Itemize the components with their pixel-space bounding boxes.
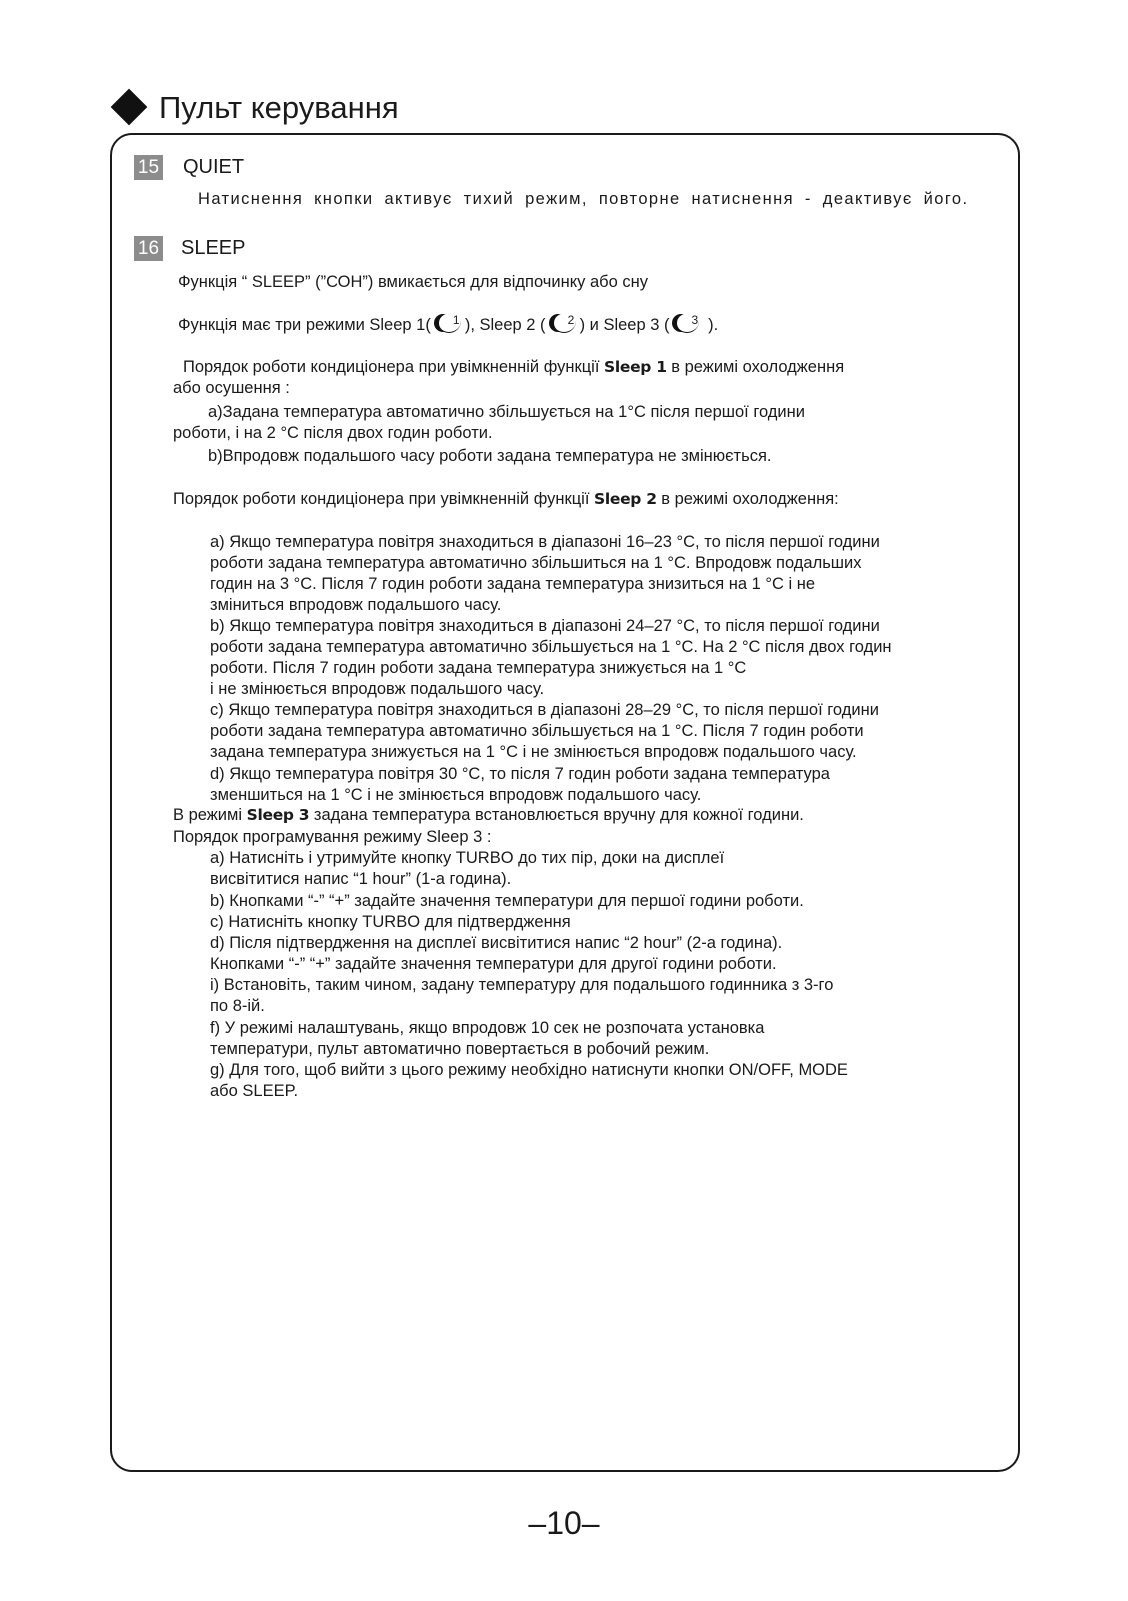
sleep2-heading: Порядок роботи кондиціонера при увімкненній функції Sleep 2 в режимі охолодження:	[173, 490, 839, 508]
sleep3-line: g) Для того, щоб вийти з цього режиму необхідно натиснути кнопки ON/OFF, MODE	[210, 1061, 848, 1079]
sleep-1-moon-icon: 1	[431, 314, 465, 334]
page-number: –10–	[528, 1505, 600, 1541]
sleep3-line: d) Після підтвердження на дисплеї висвітитися напис “2 hour” (2-а година).	[210, 934, 783, 952]
sleep-2-moon-icon: 2	[546, 314, 580, 334]
sleep1-heading-cont: або осушення :	[173, 379, 290, 397]
sleep2-line: зміниться впродовж подальшого часу.	[210, 596, 502, 614]
sleep2-line: зменшиться на 1 °C і не змінюється впродовж подальшого часу.	[210, 786, 702, 804]
sleep3-line: f) У режимі налаштувань, якщо впродовж 10 сек не розпочата установка	[210, 1019, 765, 1037]
sleep-3-moon-icon: 3	[669, 314, 703, 334]
sleep3-heading: В режимі Sleep 3 задана температура встановлюється вручну для кожної години.	[173, 806, 804, 824]
modes-mid2: ) и Sleep 3 (	[579, 316, 670, 334]
sleep1-heading: Порядок роботи кондиціонера при увімкненній функції Sleep 1 в режимі охолодження	[183, 358, 845, 376]
quiet-description: Натиснення кнопки активує тихий режим, повторне натиснення - деактивує його.	[198, 190, 969, 208]
sleep2-line: a) Якщо температура повітря знаходиться в діапазоні 16–23 °C, то після першої години	[210, 533, 880, 551]
sleep-modes-line	[178, 314, 718, 336]
sleep1-b: b)Впродовж подальшого часу роботи задана температура не змінюється.	[208, 447, 772, 465]
sleep3-line: a) Натисніть і утримуйте кнопку TURBO до тих пір, доки на дисплеї	[210, 849, 725, 867]
sleep2-bold: Sleep 2	[594, 490, 657, 508]
section-title-sleep: SLEEP	[181, 237, 246, 259]
sleep2-line: c) Якщо температура повітря знаходиться в діапазоні 28–29 °C, то після першої години	[210, 701, 879, 719]
sleep2-line: роботи задана температура автоматично збільшиться на 1 °C. Впродовж подальших	[210, 554, 862, 572]
modes-mid1: ), Sleep 2 (	[464, 316, 546, 334]
sleep3-programming: Порядок програмування режиму Sleep 3 :	[173, 828, 492, 846]
sleep2-line: b) Якщо температура повітря знаходиться в діапазоні 24–27 °C, то після першої години	[210, 617, 880, 635]
sleep3-line: по 8-ій.	[210, 997, 265, 1015]
sleep3-line: температури, пульт автоматично повертається в робочий режим.	[210, 1040, 710, 1058]
section-number-sleep: 16	[134, 236, 163, 261]
modes-end: ).	[703, 316, 719, 334]
modes-prefix: Функція має три режими Sleep 1(	[178, 316, 431, 334]
sleep3-line: i) Встановіть, таким чином, задану температуру для подальшого годинника з 3-го	[210, 976, 834, 994]
sleep1-a-line2: роботи, і на 2 °C після двох годин роботи.	[173, 424, 493, 442]
title-diamond-icon	[111, 89, 148, 126]
sleep2-line: і не змінюється впродовж подальшого часу.	[210, 680, 545, 698]
sleep3-line: Кнопками “-” “+” задайте значення температури для другої години роботи.	[210, 955, 777, 973]
sleep2-line: годин на 3 °C. Після 7 годин роботи задана температура знизиться на 1 °C і не	[210, 575, 816, 593]
sleep3-line: або SLEEP.	[210, 1082, 299, 1100]
sleep2-line: задана температура знижується на 1 °C і не змінюється впродовж подальшого часу.	[210, 743, 857, 761]
sleep3-bold: Sleep 3	[246, 806, 310, 824]
section-number-quiet: 15	[134, 155, 163, 180]
page-title: Пульт керування	[159, 90, 399, 125]
sleep2-line: d) Якщо температура повітря 30 °C, то після 7 годин роботи задана температура	[210, 765, 830, 783]
sleep2-line: роботи задана температура автоматично збільшується на 1 °C. Після 7 годин роботи	[210, 722, 864, 740]
section-title-quiet: QUIET	[183, 156, 245, 178]
sleep1-a-line1: a)Задана температура автоматично збільшується на 1°C після першої години	[208, 403, 805, 421]
sleep3-line: b) Кнопками “-” “+” задайте значення температури для першої години роботи.	[210, 892, 804, 910]
sleep2-line: роботи. Після 7 годин роботи задана температура знижується на 1 °C	[210, 659, 747, 677]
sleep3-line: висвітитися напис “1 hour” (1-а година).	[210, 870, 512, 888]
sleep-intro: Функція “ SLEEP” (”СОН”) вмикається для відпочинку або сну	[178, 273, 648, 291]
sleep3-line: c) Натисніть кнопку TURBO для підтвердження	[210, 913, 571, 931]
sleep1-bold: Sleep 1	[604, 358, 667, 376]
sleep2-line: роботи задана температура автоматично збільшується на 1 °C. На 2 °C після двох годин	[210, 638, 892, 656]
